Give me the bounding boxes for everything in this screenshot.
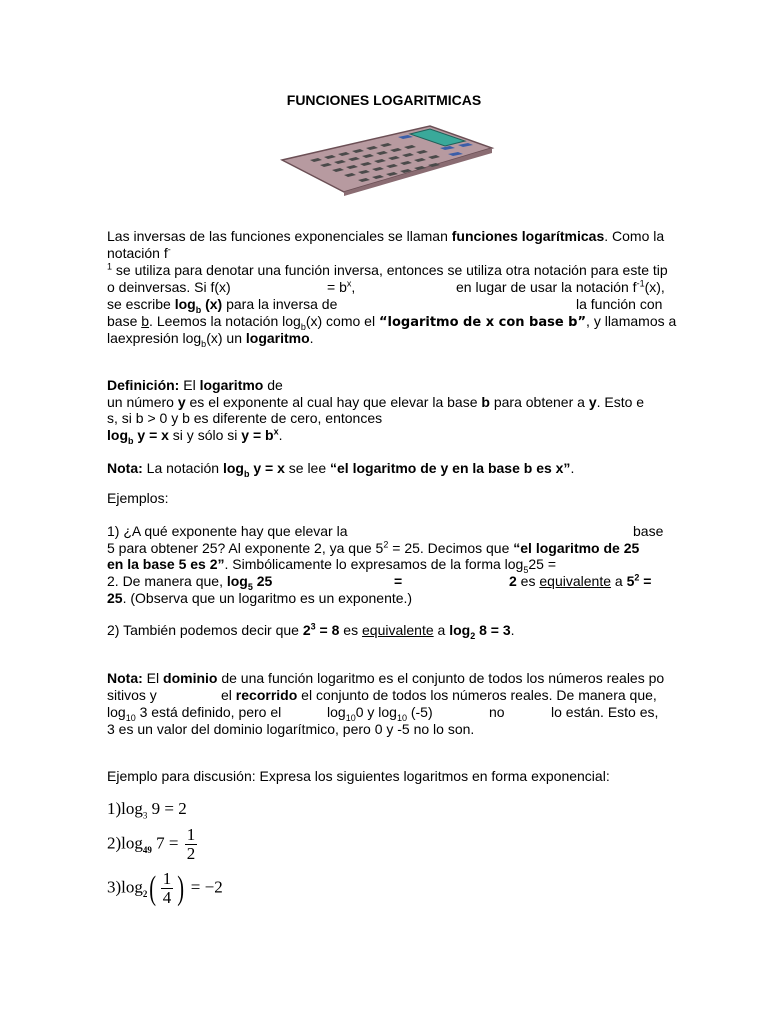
example-1-line-5: 25. (Observa que un logaritmo es un exponente.) [107, 590, 413, 606]
intro-line-3: $^1$ se utiliza para denotar una función inversa, entonces se utiliza otra notación para este tip [107, 261, 668, 278]
examples-label: Ejemplos: [107, 490, 169, 506]
intro-line-5: se escribe $\log_b (x)$ para la inversa de la función con [107, 296, 663, 315]
definition-line-2: un número y es el exponente al cual hay que elevar la base b para obtener a y. Esto e [107, 394, 645, 410]
math-expression-2: $2)\log_{49}$ 7 = $\frac{1}{2}$ [107, 825, 196, 863]
definition-line-3: s, si b > 0 y b es diferente de cero, entonces [107, 410, 383, 426]
example-1-line-2: 5 para obtener 25? Al exponente 2, ya que $5^2 = 25$. Decimos que “el logaritmo de 25 [107, 539, 640, 556]
note-1: Nota: La notación $\log_b y = x$ se lee “el logaritmo de y en la base b es x”. [107, 460, 575, 479]
example-1-line-3: en la base 5 es 2”. Simbólicamente lo expresamos de la forma $\log_525$ = [107, 556, 556, 575]
note-2-line-4: 3 es un valor del dominio logarítmico, pero 0 y -5 no lo son. [107, 721, 475, 737]
intro-line-4: o deinversas. Si f(x) = $b^x$, en lugar de usar la notación $f^{-1}(x)$, [107, 278, 665, 295]
intro-line-7: laexpresión $\log_b(x)$ un logaritmo. [107, 330, 314, 349]
definition-line-1: Definición: El logaritmo de [107, 377, 283, 393]
example-2: 2) También podemos decir que $2^3 = 8$ es equivalente a $\log_2 8 = 3$. [107, 621, 515, 641]
math-expression-3: $3)\log_2$( $\frac{1}{4}$ ) = −2 [107, 869, 223, 907]
page-title: FUNCIONES LOGARITMICAS [286, 92, 482, 108]
math-expression-1: $1)\log_3$ 9 = 2 [107, 799, 187, 821]
definition-line-4: $\log_b y = x$ si y sólo si $y = b^x$. [107, 426, 283, 446]
fraction-one-quarter: $\frac{1}{4}$ [162, 869, 172, 907]
intro-line-2: notación f- [107, 244, 171, 261]
discussion-heading: Ejemplo para discusión: Expresa los siguientes logaritmos en forma exponencial: [107, 768, 610, 784]
calculator-image [280, 118, 495, 196]
note-2-line-2: sitivos y el recorrido el conjunto de todos los números reales. De manera que, [107, 687, 657, 703]
intro-line-6: base b. Leemos la notación $\log_b(x)$ como el “logaritmo de x con base b”, y llamamos a [107, 313, 677, 332]
example-1-line-4: 2. De manera que, $\log_5 25$ = 2 es equivalente a $5^2$ = [107, 572, 652, 592]
note-2-line-1: Nota: El dominio de una función logaritmo es el conjunto de todos los números reales po [107, 670, 665, 686]
intro-line-1: Las inversas de las funciones exponenciales se llaman funciones logarítmicas. Como la [107, 228, 665, 244]
example-1-line-1: 1) ¿A qué exponente hay que elevar la base [107, 523, 664, 539]
note-2-line-3: $\log_{10} 3$ está definido, pero el $\log_{10}0$ y $\log_{10} (-5)$ no lo están. Esto es, [107, 704, 659, 723]
fraction-one-half: $\frac{1}{2}$ [186, 825, 196, 863]
